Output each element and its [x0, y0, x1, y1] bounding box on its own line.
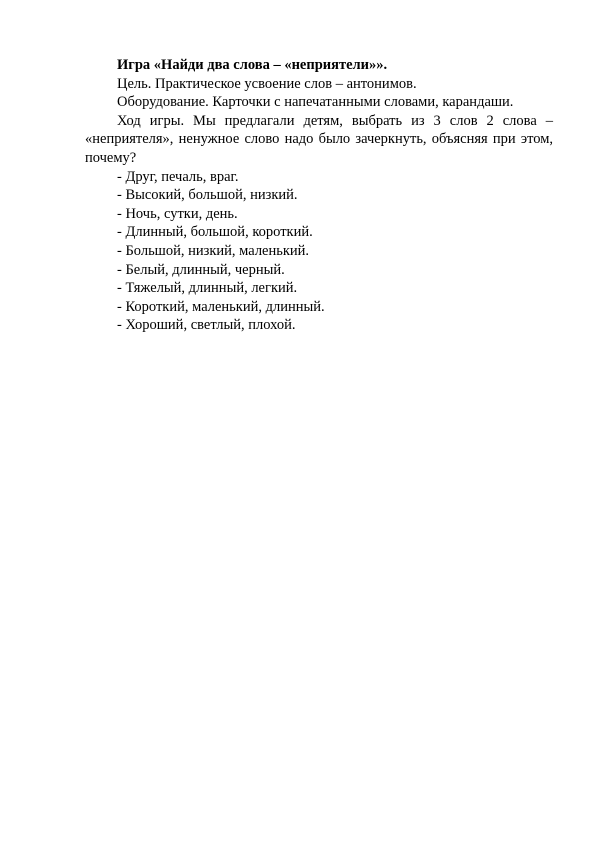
list-item: - Тяжелый, длинный, легкий. [117, 280, 298, 297]
list-item: - Белый, длинный, черный. [117, 261, 285, 278]
list-item: - Ночь, сутки, день. [117, 205, 238, 222]
list-item: - Большой, низкий, маленький. [117, 242, 310, 259]
list-item: - Друг, печаль, враг. [117, 168, 239, 185]
list-item: - Хороший, светлый, плохой. [117, 317, 296, 334]
list-item: - Высокий, большой, низкий. [117, 187, 298, 204]
list-item: - Короткий, маленький, длинный. [117, 298, 325, 315]
procedure-paragraph: Ход игры. Мы предлагали детям, выбрать из 3 слов 2 слова – «неприятеля», ненужное слово надо было зачеркнуть, объясняя при этом, почему? [85, 112, 553, 166]
equipment-paragraph: Оборудование. Карточки с напечатанными словами, карандаши. [117, 94, 514, 111]
word-list [85, 168, 553, 335]
list-item: - Длинный, большой, короткий. [117, 224, 313, 241]
document-content [85, 56, 553, 335]
goal-paragraph: Цель. Практическое усвоение слов – антонимов. [117, 75, 417, 92]
game-title: Игра «Найди два слова – «неприятели»». [117, 57, 388, 73]
